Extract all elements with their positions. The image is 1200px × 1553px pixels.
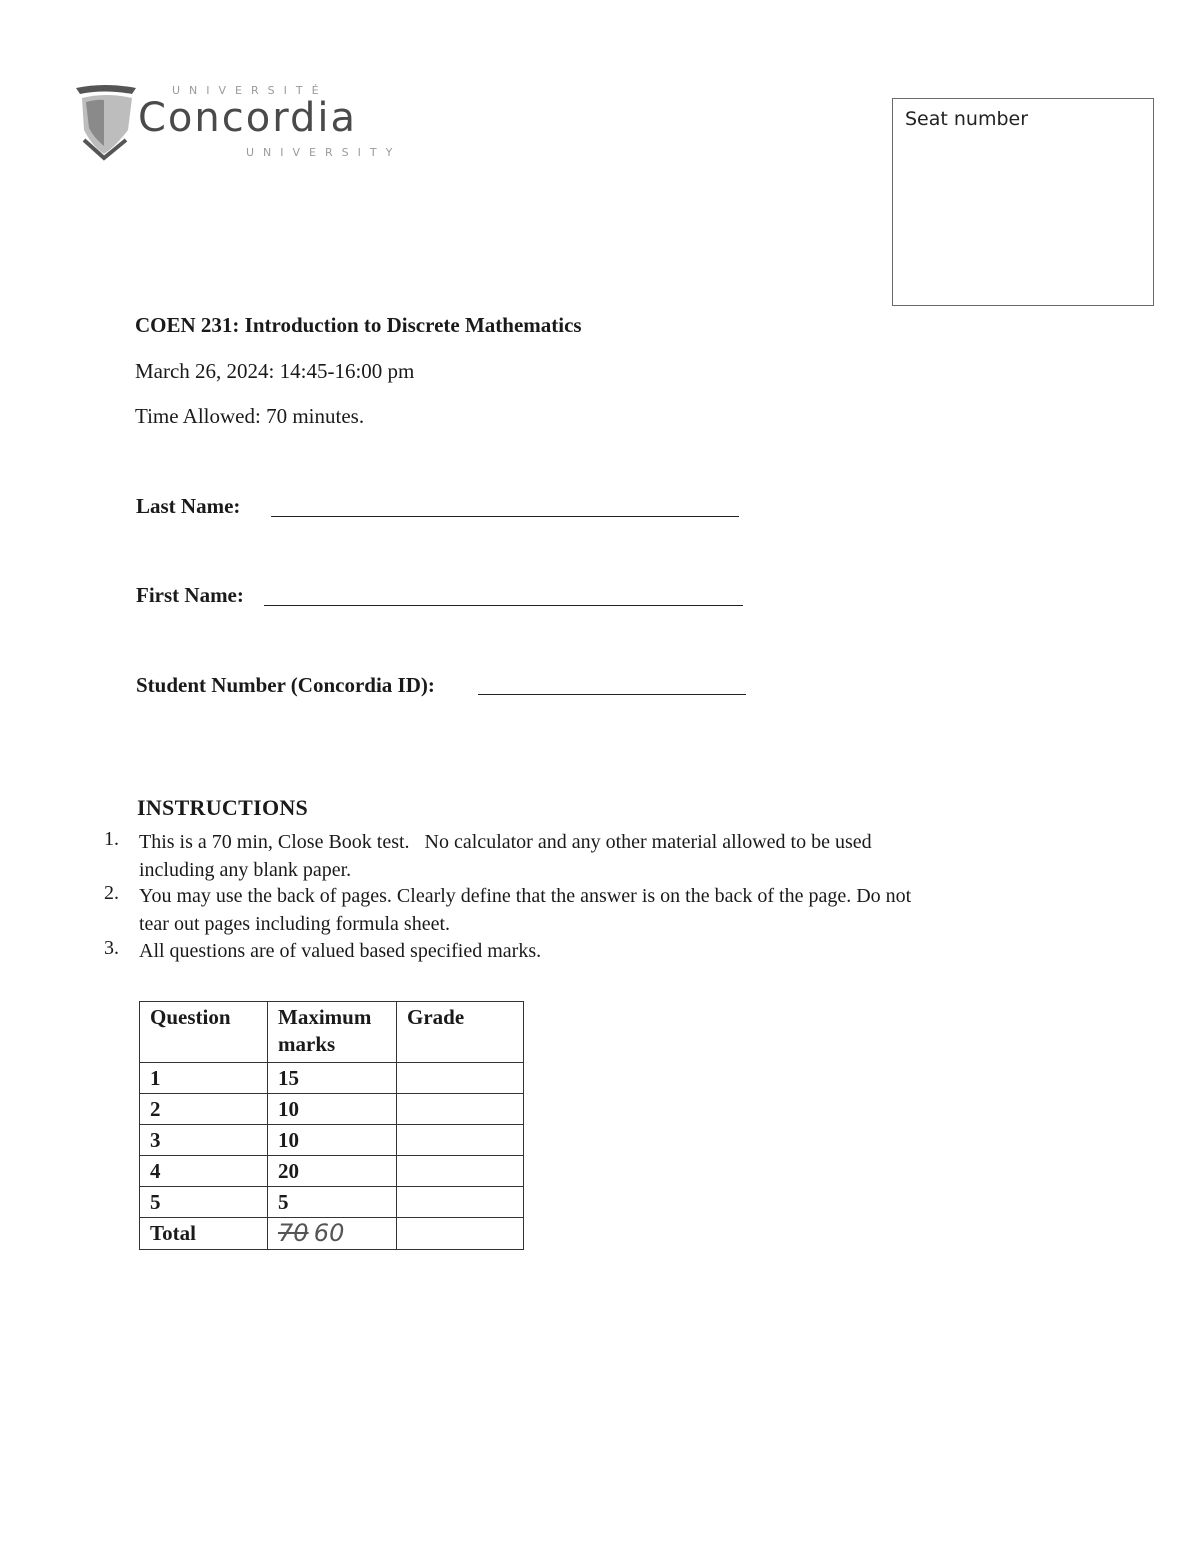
time-allowed: Time Allowed: 70 minutes. — [135, 404, 365, 428]
question-cell: 5 — [140, 1187, 268, 1218]
last-name-label: Last Name: — [136, 494, 241, 518]
max-marks-cell: 5 — [268, 1187, 397, 1218]
logo-universite-text: UNIVERSITÉ — [172, 84, 328, 97]
total-handwritten-value: 60 — [313, 1219, 345, 1247]
total-grade-cell[interactable] — [397, 1218, 524, 1250]
grade-cell[interactable] — [397, 1125, 524, 1156]
grade-cell[interactable] — [397, 1063, 524, 1094]
table-row — [140, 1187, 524, 1218]
total-label-cell: Total — [140, 1218, 268, 1250]
instruction-number: 1. — [104, 828, 119, 850]
question-cell: 3 — [140, 1125, 268, 1156]
student-number-label: Student Number (Concordia ID): — [136, 673, 435, 697]
max-marks-header-line2: marks — [278, 1032, 336, 1056]
max-marks-header-line1: Maximum — [278, 1005, 372, 1029]
total-struck-value: 70 — [278, 1219, 309, 1247]
table-header-row — [140, 1002, 524, 1063]
instruction-item — [139, 882, 1059, 938]
instruction-line: including any blank paper. — [139, 859, 352, 881]
instruction-item — [139, 937, 1059, 965]
question-cell: 2 — [140, 1094, 268, 1125]
max-marks-cell: 15 — [268, 1063, 397, 1094]
max-marks-cell: 20 — [268, 1156, 397, 1187]
max-marks-cell: 10 — [268, 1125, 397, 1156]
first-name-label: First Name: — [136, 583, 244, 607]
question-cell: 1 — [140, 1063, 268, 1094]
grade-cell[interactable] — [397, 1187, 524, 1218]
last-name-field[interactable] — [271, 516, 739, 517]
instructions-title: INSTRUCTIONS — [137, 795, 309, 820]
table-row — [140, 1156, 524, 1187]
table-row — [140, 1063, 524, 1094]
instruction-number: 2. — [104, 882, 119, 904]
total-max-cell — [268, 1218, 397, 1250]
instruction-line: tear out pages including formula sheet. — [139, 913, 451, 935]
grade-cell[interactable] — [397, 1156, 524, 1187]
table-total-row — [140, 1218, 524, 1250]
instruction-item — [139, 828, 1059, 884]
student-number-field[interactable] — [478, 694, 746, 695]
logo-university-text: UNIVERSITY — [246, 146, 402, 159]
table-row — [140, 1125, 524, 1156]
first-name-field[interactable] — [264, 605, 743, 606]
table-row — [140, 1094, 524, 1125]
question-header: Question — [140, 1002, 268, 1063]
max-marks-cell: 10 — [268, 1094, 397, 1125]
logo-concordia-text: Concordia — [138, 95, 357, 141]
question-cell: 4 — [140, 1156, 268, 1187]
seat-number-label: Seat number — [905, 108, 1029, 130]
instruction-number: 3. — [104, 937, 119, 959]
marks-table — [139, 1001, 524, 1250]
instruction-line: This is a 70 min, Close Book test. No calculator and any other material allowed to be used — [139, 831, 872, 853]
grade-header: Grade — [397, 1002, 524, 1063]
instruction-line: You may use the back of pages. Clearly define that the answer is on the back of the page. Do not — [139, 885, 912, 907]
grade-cell[interactable] — [397, 1094, 524, 1125]
max-marks-header — [268, 1002, 397, 1063]
course-title: COEN 231: Introduction to Discrete Mathematics — [135, 313, 582, 337]
instruction-line: All questions are of valued based specified marks. — [139, 940, 542, 962]
exam-date: March 26, 2024: 14:45-16:00 pm — [135, 359, 415, 383]
